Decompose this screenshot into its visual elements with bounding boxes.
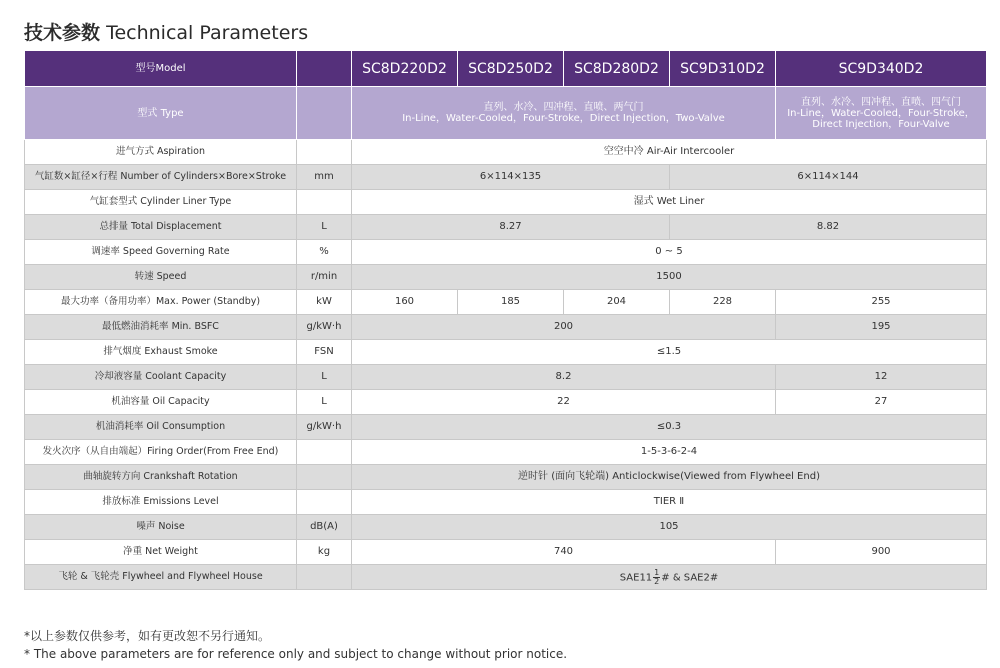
- governing-value: 0 ~ 5: [352, 240, 987, 265]
- liner-row: [25, 190, 987, 215]
- model-row: [25, 51, 987, 87]
- type-b-zh: 直列、水冷、四冲程、直喷、四气门: [801, 96, 961, 108]
- type-row: [25, 87, 987, 140]
- smoke-label: 排气烟度 Exhaust Smoke: [25, 340, 297, 365]
- firing-unit: [297, 440, 352, 465]
- displacement-label: 总排量 Total Displacement: [25, 215, 297, 240]
- bsfc-row: [25, 315, 987, 340]
- power-value-sc9d340d2: 255: [776, 290, 987, 315]
- oil-consumption-label: 机油消耗率 Oil Consumption: [25, 415, 297, 440]
- power-row: [25, 290, 987, 315]
- aspiration-unit: [297, 140, 352, 165]
- emissions-unit: [297, 490, 352, 515]
- emissions-row: [25, 490, 987, 515]
- smoke-value: ≤1.5: [352, 340, 987, 365]
- flywheel-unit: [297, 565, 352, 590]
- oil-capacity-label: 机油容量 Oil Capacity: [25, 390, 297, 415]
- technical-parameters-table: [24, 50, 987, 590]
- power-unit: kW: [297, 290, 352, 315]
- bsfc-label: 最低燃油消耗率 Min. BSFC: [25, 315, 297, 340]
- flywheel-value: [352, 565, 987, 590]
- model-unit-cell: [297, 51, 352, 87]
- type-value-group-a: [352, 87, 776, 140]
- noise-label: 噪声 Noise: [25, 515, 297, 540]
- smoke-unit: FSN: [297, 340, 352, 365]
- fraction-denominator: 2: [654, 576, 660, 586]
- weight-row: [25, 540, 987, 565]
- displacement-row: [25, 215, 987, 240]
- power-label: 最大功率（备用功率）Max. Power (Standby): [25, 290, 297, 315]
- page-title: [24, 18, 308, 45]
- rotation-label: 曲轴旋转方向 Crankshaft Rotation: [25, 465, 297, 490]
- oil-capacity-unit: L: [297, 390, 352, 415]
- aspiration-row: [25, 140, 987, 165]
- firing-value: 1-5-3-6-2-4: [352, 440, 987, 465]
- rotation-unit: [297, 465, 352, 490]
- fraction-numerator: 1: [654, 567, 660, 577]
- flywheel-prefix: SAE11: [619, 572, 653, 583]
- weight-value-b: 900: [776, 540, 987, 565]
- noise-value: 105: [352, 515, 987, 540]
- weight-label: 净重 Net Weight: [25, 540, 297, 565]
- displacement-value-b: 8.82: [670, 215, 987, 240]
- flywheel-row: [25, 565, 987, 590]
- firing-row: [25, 440, 987, 465]
- displacement-value-a: 8.27: [352, 215, 670, 240]
- coolant-value-b: 12: [776, 365, 987, 390]
- rotation-value: 逆时针 (面向飞轮端) Anticlockwise(Viewed from Flywheel End): [352, 465, 987, 490]
- oil-consumption-row: [25, 415, 987, 440]
- type-b-en: In-Line，Water-Cooled，Four-Stroke，Direct Injection，Four-Valve: [787, 107, 975, 130]
- title-zh: 技术参数: [24, 22, 101, 44]
- type-value-group-b: [776, 87, 987, 140]
- power-value-sc9d310d2: 228: [670, 290, 776, 315]
- model-sc8d220d2: SC8D220D2: [352, 51, 458, 87]
- model-sc9d310d2: SC9D310D2: [670, 51, 776, 87]
- firing-label: 发火次序（从自由端起）Firing Order(From Free End): [25, 440, 297, 465]
- emissions-label: 排放标准 Emissions Level: [25, 490, 297, 515]
- type-a-en: In-Line，Water-Cooled，Four-Stroke，Direct Injection，Two-Valve: [402, 113, 725, 124]
- power-value-sc8d280d2: 204: [564, 290, 670, 315]
- cylinders-unit: mm: [297, 165, 352, 190]
- liner-label: 气缸套型式 Cylinder Liner Type: [25, 190, 297, 215]
- coolant-row: [25, 365, 987, 390]
- coolant-unit: L: [297, 365, 352, 390]
- noise-unit: dB(A): [297, 515, 352, 540]
- weight-value-a: 740: [352, 540, 776, 565]
- noise-row: [25, 515, 987, 540]
- governing-unit: %: [297, 240, 352, 265]
- type-unit-cell: [297, 87, 352, 140]
- liner-unit: [297, 190, 352, 215]
- oil-consumption-unit: g/kW·h: [297, 415, 352, 440]
- emissions-value: TIER Ⅱ: [352, 490, 987, 515]
- cylinders-label: 气缸数×缸径×行程 Number of Cylinders×Bore×Stroke: [25, 165, 297, 190]
- model-label: 型号Model: [25, 51, 297, 87]
- oil-capacity-value-a: 22: [352, 390, 776, 415]
- governing-row: [25, 240, 987, 265]
- displacement-unit: L: [297, 215, 352, 240]
- model-sc9d340d2: SC9D340D2: [776, 51, 987, 87]
- oil-capacity-row: [25, 390, 987, 415]
- aspiration-value: 空空中冷 Air-Air Intercooler: [352, 140, 987, 165]
- aspiration-label: 进气方式 Aspiration: [25, 140, 297, 165]
- speed-row: [25, 265, 987, 290]
- model-sc8d250d2: SC8D250D2: [458, 51, 564, 87]
- type-a-zh: 直列、水冷、四冲程、直喷、两气门: [483, 102, 644, 113]
- speed-label: 转速 Speed: [25, 265, 297, 290]
- model-sc8d280d2: SC8D280D2: [564, 51, 670, 87]
- power-value-sc8d250d2: 185: [458, 290, 564, 315]
- oil-consumption-value: ≤0.3: [352, 415, 987, 440]
- smoke-row: [25, 340, 987, 365]
- speed-unit: r/min: [297, 265, 352, 290]
- speed-value: 1500: [352, 265, 987, 290]
- flywheel-fraction: [653, 569, 660, 586]
- cylinders-row: [25, 165, 987, 190]
- title-en: Technical Parameters: [106, 22, 309, 44]
- footnote-zh: *以上参数仅供参考，如有更改恕不另行通知。: [24, 629, 271, 643]
- oil-capacity-value-b: 27: [776, 390, 987, 415]
- liner-value: 湿式 Wet Liner: [352, 190, 987, 215]
- governing-label: 调速率 Speed Governing Rate: [25, 240, 297, 265]
- power-value-sc8d220d2: 160: [352, 290, 458, 315]
- type-label: 型式 Type: [25, 87, 297, 140]
- bsfc-unit: g/kW·h: [297, 315, 352, 340]
- cylinders-value-a: 6×114×135: [352, 165, 670, 190]
- cylinders-value-b: 6×114×144: [670, 165, 987, 190]
- coolant-label: 冷却液容量 Coolant Capacity: [25, 365, 297, 390]
- bsfc-value-b: 195: [776, 315, 987, 340]
- weight-unit: kg: [297, 540, 352, 565]
- flywheel-label: 飞轮 & 飞轮壳 Flywheel and Flywheel House: [25, 565, 297, 590]
- coolant-value-a: 8.2: [352, 365, 776, 390]
- bsfc-value-a: 200: [352, 315, 776, 340]
- rotation-row: [25, 465, 987, 490]
- flywheel-suffix: # & SAE2#: [661, 572, 719, 583]
- footnote-en: * The above parameters are for reference only and subject to change without prior notice.: [24, 647, 568, 661]
